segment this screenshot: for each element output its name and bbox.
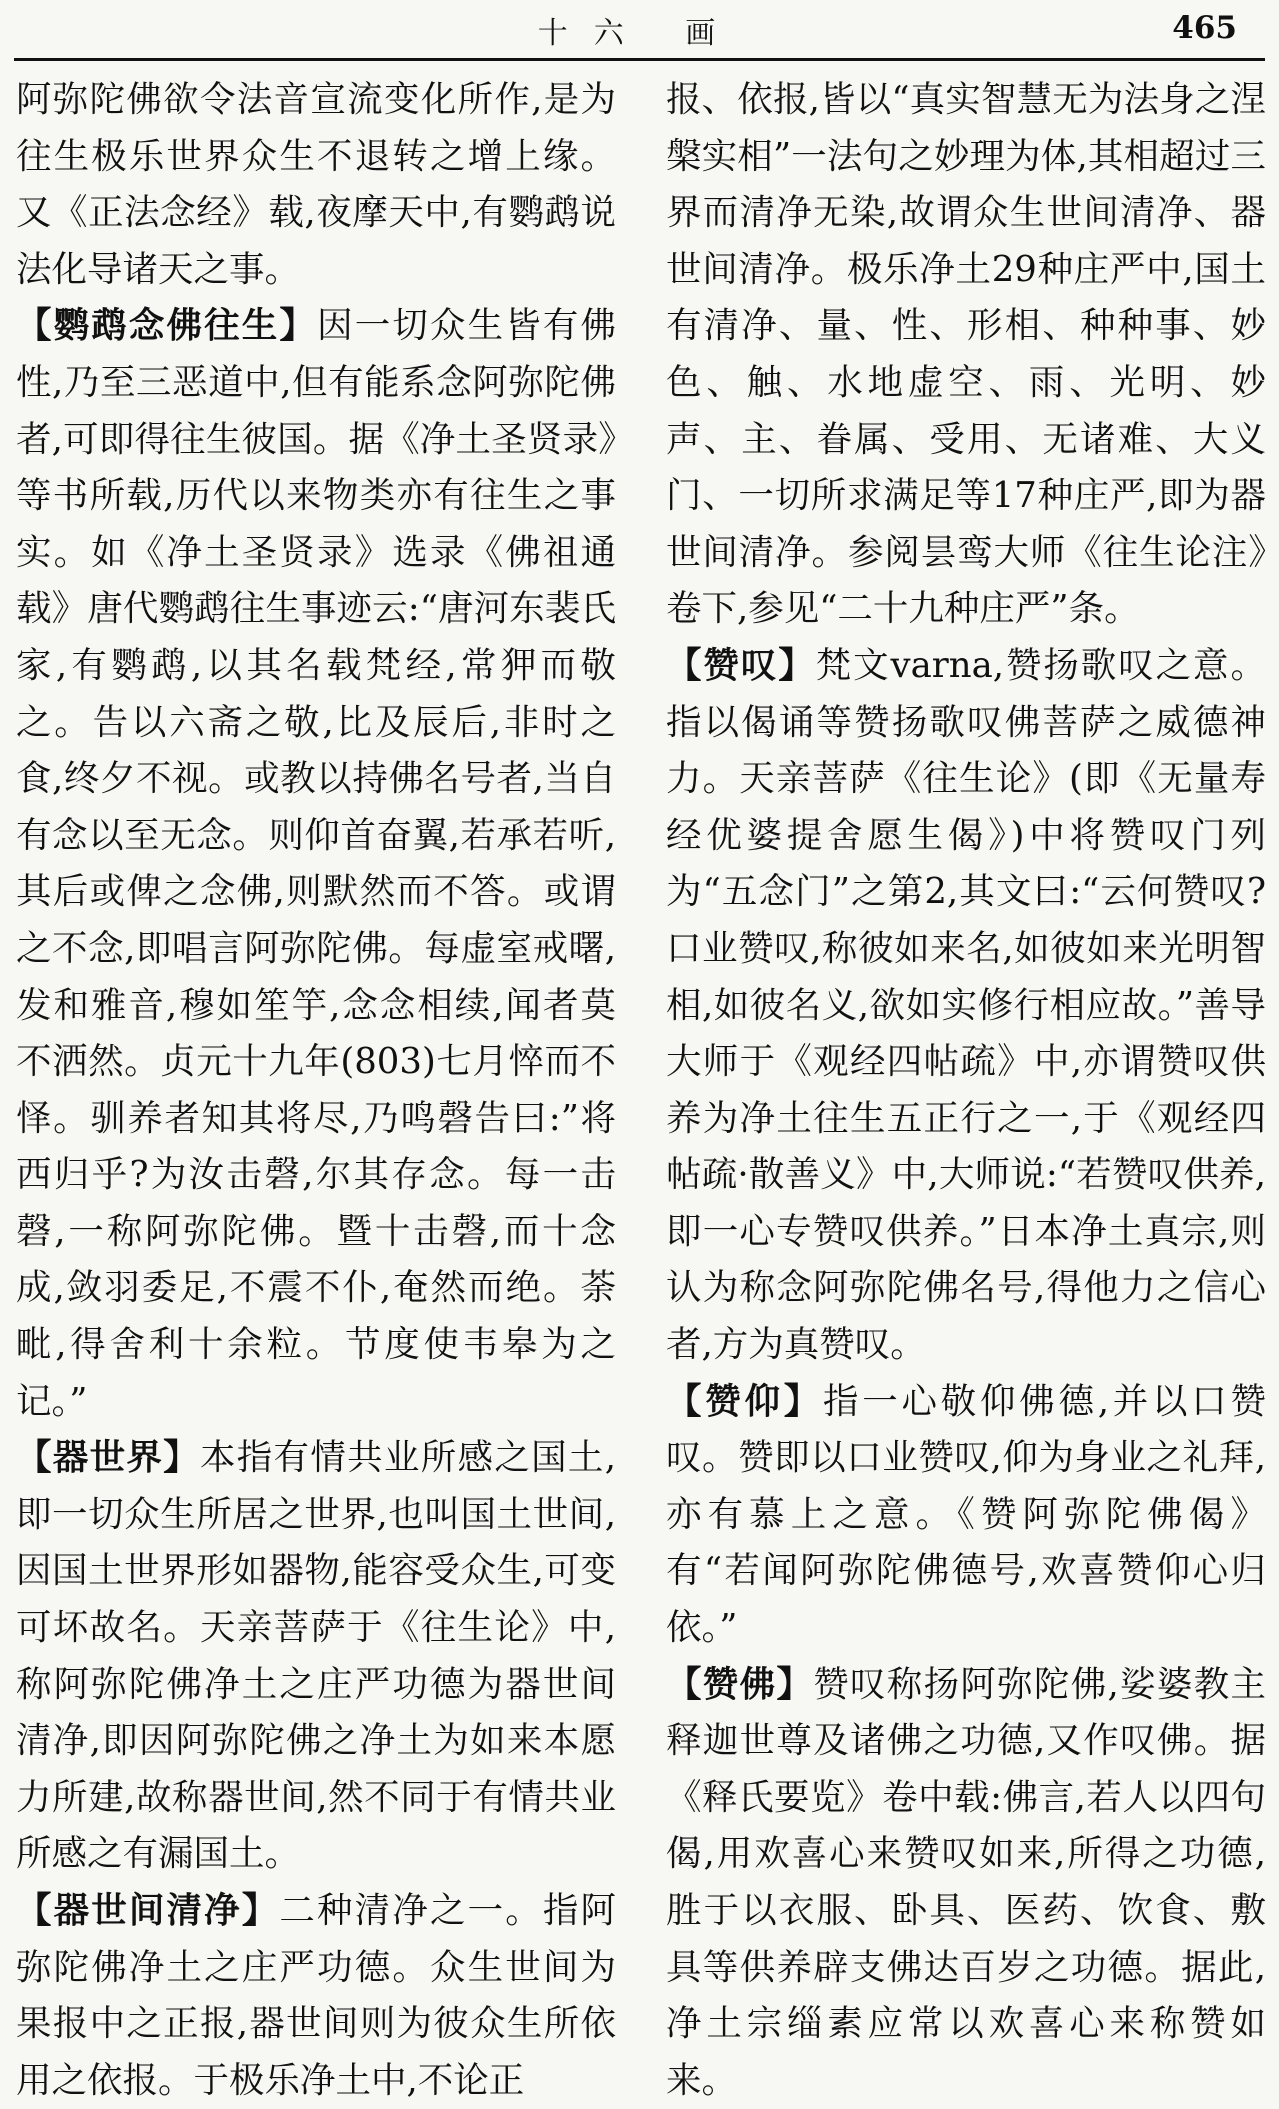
entry-headword: 【赞佛】	[666, 1663, 814, 1705]
header-rule	[14, 58, 1265, 61]
entry-text: 阿弥陀佛欲令法音宣流变化所作,是为往生极乐世界众生不退转之增上缘。又《正法念经》载,夜摩天中,有鹦鹉说法化导诸天之事。	[16, 79, 616, 290]
entry-text: 二种清净之一。指阿弥陀佛净土之庄严功德。众生世间为果报中之正报,器世间则为彼众生所依用之依报。于极乐净土中,不论正	[16, 1890, 616, 2101]
entry-headword: 【赞仰】	[666, 1380, 823, 1422]
page-number: 465	[1172, 10, 1237, 46]
left-column	[16, 72, 616, 2109]
entry-continuation	[666, 72, 1266, 638]
entry-headword: 【器世间清净】	[16, 1890, 280, 1931]
entry-continuation	[16, 72, 616, 298]
running-head: 十六 画	[537, 16, 742, 51]
entry-parrot-rebirth	[16, 298, 616, 1430]
entry-text: 梵文varna,赞扬歌叹之意。指以偈诵等赞扬歌叹佛菩萨之威德神力。天亲菩萨《往生论》(即《无量寿经优婆提舍愿生偈》)中将赞叹门列为“五念门”之第2,其文曰:“云何赞叹?口业赞叹,称彼如来名,如彼如来光明智相,如彼名义,欲如实修行相应故。”善导大师于《观经四帖疏》中,亦谓赞叹供养为净土往生五正行之一,于《观经四帖疏·散善义》中,大师说:“若赞叹供养,即一心专赞叹供养。”日本净土真宗,则认为称念阿弥陀佛名号,得他力之信心者,方为真赞叹。	[666, 644, 1266, 1366]
entry-headword: 【赞叹】	[666, 644, 816, 686]
entry-text: 因一切众生皆有佛性,乃至三恶道中,但有能系念阿弥陀佛者,可即得往生彼国。据《净土圣贤录》等书所载,历代以来物类亦有往生之事实。如《净土圣贤录》选录《佛祖通载》唐代鹦鹉往生事迹云:“唐河东裴氏家,有鹦鹉,以其名载梵经,常狎而敬之。告以六斋之敬,比及辰后,非时之食,终夕不视。或教以持佛名号者,当自有念以至无念。则仰首奋翼,若承若听,其后或俾之念佛,则默然而不答。或谓之不念,即唱言阿弥陀佛。每虚室戒曙,发和雅音,穆如笙竽,念念相续,闻者莫不洒然。贞元十九年(803)七月悴而不怿。驯养者知其将尽,乃鸣磬告曰:”将西归乎?为汝击磬,尔其存念。每一击磬,一称阿弥陀佛。暨十击磬,而十念成,敛羽委足,不震不仆,奄然而绝。荼毗,得舍利十余粒。节度使韦皋为之记。”	[16, 305, 616, 1422]
entry-text: 赞叹称扬阿弥陀佛,娑婆教主释迦世尊及诸佛之功德,又作叹佛。据《释氏要览》卷中载:佛言,若人以四句偈,用欢喜心来赞叹如来,所得之功德,胜于以衣服、卧具、医药、饮食、敷具等供养辟支佛达百岁之功德。据此,净土宗缁素应常以欢喜心来称赞如来。	[666, 1663, 1266, 2101]
entry-text: 报、依报,皆以“真实智慧无为法身之涅槃实相”一法句之妙理为体,其相超过三界而清净无染,故谓众生世间清净、器世间清净。极乐净土29种庄严中,国土有清净、量、性、形相、种种事、妙色、触、水地虚空、雨、光明、妙声、主、眷属、受用、无诸难、大义门、一切所求满足等17种庄严,即为器世间清净。参阅昙鸾大师《往生论注》卷下,参见“二十九种庄严”条。	[666, 79, 1266, 630]
entry-vessel-world-purity	[16, 1883, 616, 2109]
entry-text: 指一心敬仰佛德,并以口赞叹。赞即以口业赞叹,仰为身业之礼拜,亦有慕上之意。《赞阿弥陀佛偈》有“若闻阿弥陀佛德号,欢喜赞仰心归依。”	[666, 1380, 1266, 1649]
entry-headword: 【器世界】	[16, 1437, 200, 1479]
entry-vessel-world	[16, 1430, 616, 1883]
entry-text: 本指有情共业所感之国土,即一切众生所居之世界,也叫国土世间,因国土世界形如器物,能容受众生,可变可坏故名。天亲菩萨于《往生论》中,称阿弥陀佛净土之庄严功德为器世间清净,即因阿弥陀佛之净土为如来本愿力所建,故称器世间,然不同于有情共业所感之有漏国土。	[16, 1437, 616, 1875]
page-header	[0, 0, 1279, 58]
entry-praise-reverence	[666, 1374, 1266, 1657]
entry-praise-buddha	[666, 1657, 1266, 2109]
entry-headword: 【鹦鹉念佛往生】	[16, 305, 318, 347]
right-column	[666, 72, 1266, 2109]
entry-praise	[666, 638, 1266, 1374]
